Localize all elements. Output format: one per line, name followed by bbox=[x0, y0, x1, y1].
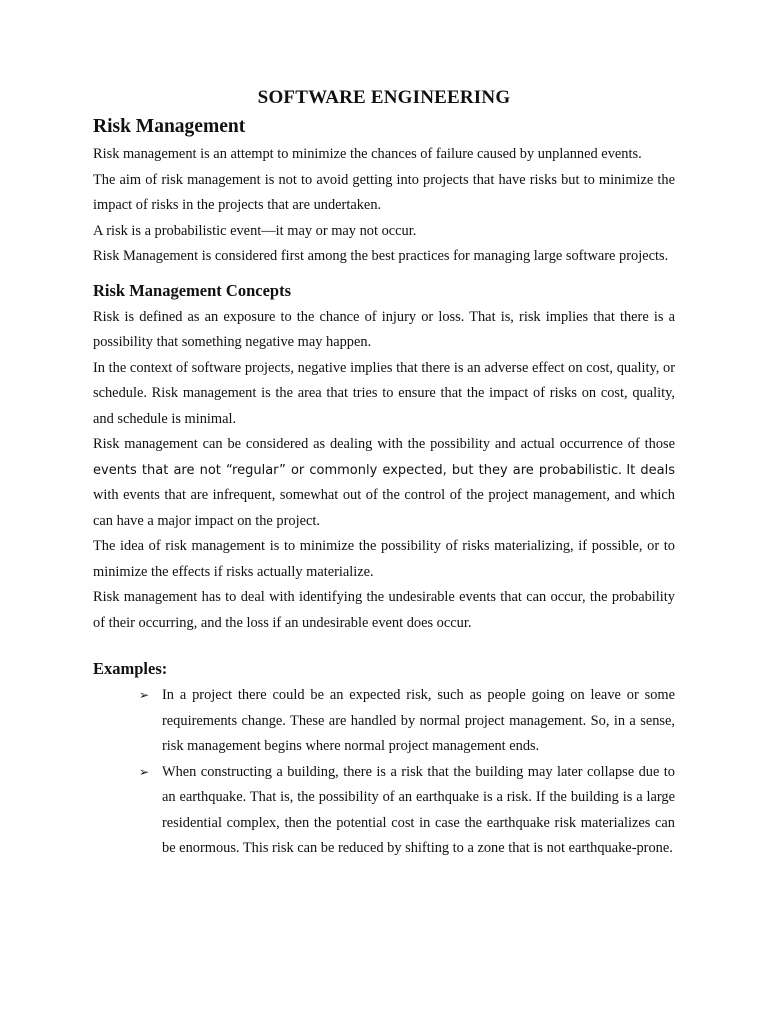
examples-list bbox=[93, 683, 675, 862]
text-run: with events that are infrequent, somewhat out of the control of the project management, and which can have a major impact on the project. bbox=[93, 487, 675, 529]
text-run: It deals bbox=[626, 462, 675, 478]
paragraph bbox=[93, 432, 675, 534]
list-item bbox=[93, 760, 675, 862]
paragraph: Risk management is an attempt to minimize the chances of failure caused by unplanned events. bbox=[93, 146, 642, 162]
paragraph: Risk management has to deal with identifying the undesirable events that can occur, the probability of their occurring, and the loss if an undesirable event does occur. bbox=[93, 589, 675, 631]
arrowhead-bullet-icon: ➢ bbox=[139, 764, 150, 779]
section-heading-examples: Examples: bbox=[93, 659, 168, 678]
paragraph: In the context of software projects, negative implies that there is an adverse effect on cost, quality, or schedule. Risk management is the area that tries to ensure that the impact of risks on cost, quality, and schedule is minimal. bbox=[93, 359, 675, 427]
section-heading-risk-management-concepts: Risk Management Concepts bbox=[93, 280, 291, 300]
paragraph: The aim of risk management is not to avoid getting into projects that have risks but to minimize the impact of risks in the projects that are undertaken. bbox=[93, 171, 675, 213]
list-item bbox=[93, 683, 675, 760]
text-run: Risk management can be considered as dealing with the possibility and actual occurrence of those bbox=[93, 436, 675, 452]
arrowhead-bullet-icon: ➢ bbox=[139, 688, 150, 702]
section-heading-risk-management: Risk Management bbox=[93, 116, 246, 137]
paragraph: Risk is defined as an exposure to the chance of injury or loss. That is, risk implies that there is a possibility that something negative may happen. bbox=[93, 308, 675, 350]
list-item-text: When constructing a building, there is a risk that the building may later collapse due to an earthquake. That is, the possibility of an earthquake is a risk. If the building is a large residential complex, then the potential cost in case the earthquake risk materializes can be enormous. This risk can be reduced by shifting to a zone that is not earthquake-prone. bbox=[162, 763, 675, 856]
document-title: SOFTWARE ENGINEERING bbox=[257, 87, 511, 108]
text-run: . bbox=[618, 461, 627, 478]
paragraph: A risk is a probabilistic event—it may or may not occur. bbox=[93, 222, 417, 239]
paragraph: Risk Management is considered first among the best practices for managing large software projects. bbox=[93, 248, 669, 264]
document-page bbox=[93, 86, 675, 862]
text-run: events that are not “regular” or commonly expected, but they are probabilistic bbox=[93, 462, 619, 478]
list-item-text: In a project there could be an expected risk, such as people going on leave or some requirements change. These are handled by normal project management. So, in a sense, risk management begins where normal project management ends. bbox=[162, 687, 675, 754]
paragraph: The idea of risk management is to minimize the possibility of risks materializing, if possible, or to minimize the effects if risks actually materialize. bbox=[93, 538, 675, 580]
